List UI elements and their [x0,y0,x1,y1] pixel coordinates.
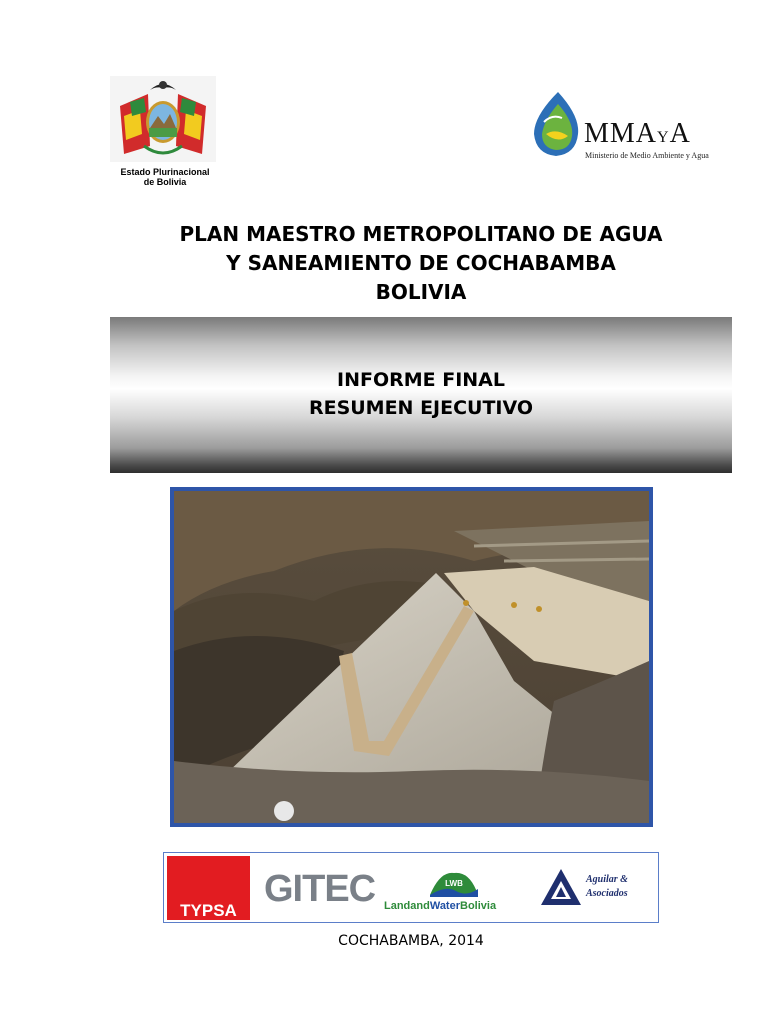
document-title [110,220,732,307]
lwb-name-part-2: Water [429,900,460,912]
mmaya-acronym-small: Y [657,129,670,146]
mmaya-acronym-end: A [669,118,691,149]
mmaya-acronym-main: MMA [584,118,658,149]
dam-photo-frame [170,487,653,827]
coat-caption-line-2: de Bolivia [143,177,187,187]
coat-caption-line-1: Estado Plurinacional [120,167,210,177]
aguilar-line-1: Aguilar & [586,874,628,885]
report-type-line-2: RESUMEN EJECUTIVO [308,397,534,419]
report-type [110,366,732,422]
lwb-wave-logo-icon [426,867,482,899]
title-line-2: Y SANEAMIENTO DE COCHABAMBA [226,251,616,275]
dam-photo [174,491,649,823]
mmaya-acronym [584,118,691,150]
lwb-name [384,900,496,912]
gitec-logo: GITEC [264,868,376,910]
aguilar-name [586,873,658,901]
lwb-badge: LWB [445,879,463,888]
sponsor-logos [163,852,659,923]
typsa-label: TYPSA [180,901,237,920]
lwb-name-part-3: Bolivia [460,900,497,912]
coat-of-arms-icon [110,76,216,162]
mmaya-subtitle: Ministerio de Medio Ambiente y Agua [585,151,709,160]
report-type-line-1: INFORME FINAL [337,369,505,391]
aguilar-line-2: Asociados [586,888,628,899]
title-line-3: BOLIVIA [375,280,467,304]
aguilar-triangle-logo-icon [539,867,583,907]
place-date: COCHABAMBA, 2014 [338,933,484,949]
coat-of-arms-caption [100,167,230,187]
lwb-name-part-1: Landand [384,900,430,912]
title-line-1: PLAN MAESTRO METROPOLITANO DE AGUA [179,222,663,246]
